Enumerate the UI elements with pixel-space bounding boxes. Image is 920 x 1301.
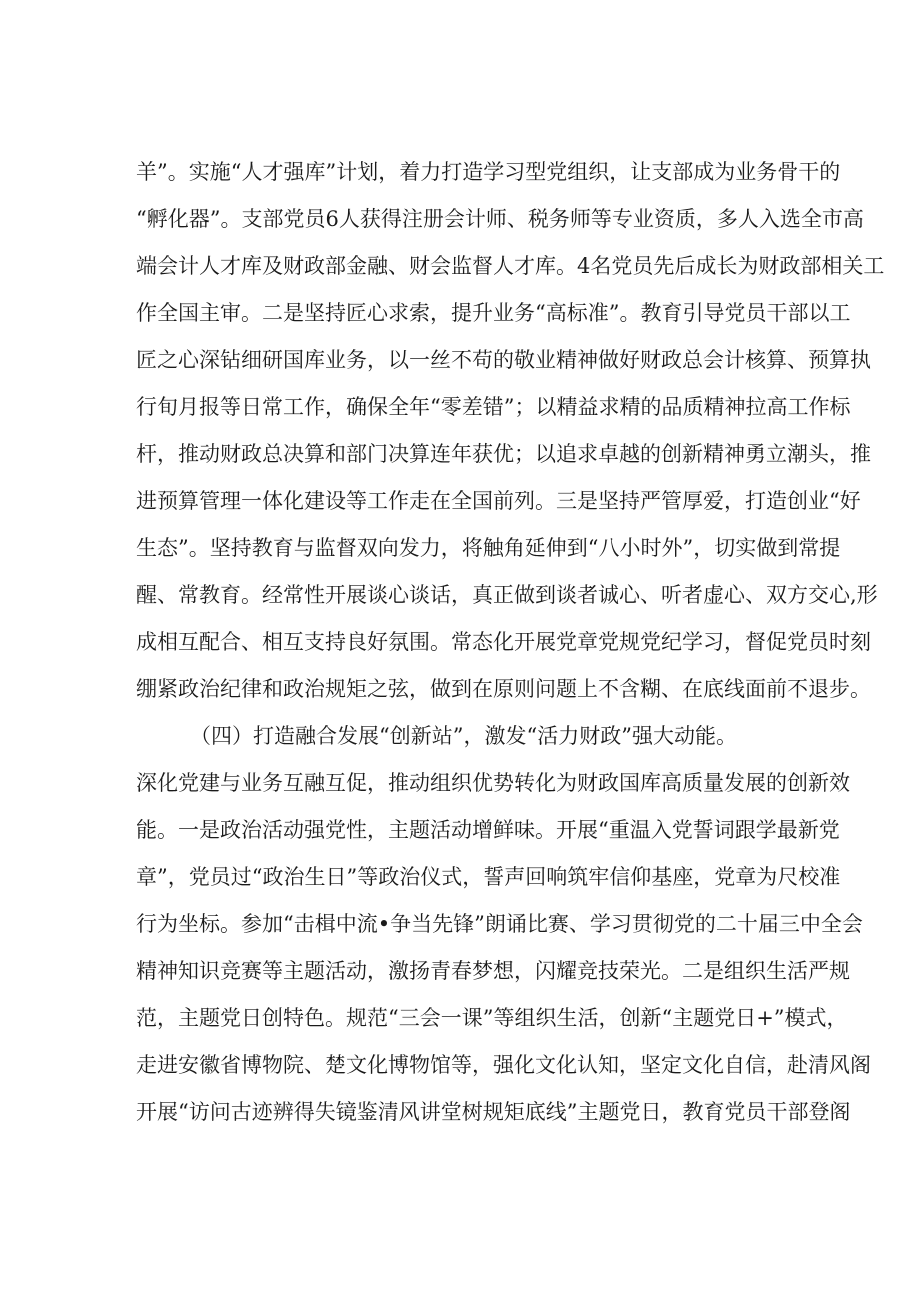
paragraph-1-line-11: 成相互配合、相互支持良好氛围。常态化开展党章党规党纪学习，督促党员时刻 [136,630,871,654]
paragraph-2-line-7: 走进安徽省博物院、楚文化博物馆等，强化文化认知，坚定文化自信，赴清风阁 [136,1053,871,1077]
paragraph-1-line-5: 匠之心深钻细研国库业务，以一丝不苟的敬业精神做好财政总会计核算、预算执 [136,348,871,372]
paragraph-1-line-7: 杆，推动财政总决算和部门决算连年获优；以追求卓越的创新精神勇立潮头，推 [136,442,871,466]
paragraph-1-line-12: 绷紧政治纪律和政治规矩之弦，做到在原则问题上不含糊、在底线面前不退步。 [136,677,871,701]
section-heading: （四）打造融合发展“创新站”，激发“活力财政”强大动能。 [190,724,737,748]
paragraph-1-line-2: “孵化器”。支部党员6人获得注册会计师、税务师等专业资质，多人入选全市高 [136,207,864,231]
paragraph-2-line-5: 精神知识竞赛等主题活动，激扬青春梦想，闪耀竞技荣光。二是组织生活严规 [136,959,850,983]
paragraph-1-line-1: 羊”。实施“人才强库”计划，着力打造学习型党组织，让支部成为业务骨干的 [136,160,841,184]
paragraph-2-line-4: 行为坐标。参加“击楫中流•争当先锋”朗诵比赛、学习贯彻党的二十届三中全会 [136,912,863,936]
paragraph-2-line-3: 章”，党员过“政治生日”等政治仪式，誓声回响筑牢信仰基座，党章为尺校准 [136,865,841,889]
paragraph-1-line-4: 作全国主审。二是坚持匠心求索，提升业务“高标准”。教育引导党员干部以工 [136,301,851,325]
paragraph-1-line-10: 醒、常教育。经常性开展谈心谈话，真正做到谈者诚心、听者虚心、双方交心,形 [136,583,878,607]
paragraph-1-line-6: 行旬月报等日常工作，确保全年“零差错”；以精益求精的品质精神拉高工作标 [136,395,851,419]
paragraph-2-line-6: 范，主题党日创特色。规范“三会一课”等组织生活，创新“主题党日+”模式， [136,1006,848,1030]
paragraph-1-line-8: 进预算管理一体化建设等工作走在全国前列。三是坚持严管厚爱，打造创业“好 [136,489,861,513]
paragraph-2-line-1: 深化党建与业务互融互促，推动组织优势转化为财政国库高质量发展的创新效 [136,771,850,795]
paragraph-2-line-8: 开展“访问古迹辨得失镜鉴清风讲堂树规矩底线”主题党日，教育党员干部登阁 [136,1100,851,1124]
paragraph-2-line-2: 能。一是政治活动强党性，主题活动增鲜味。开展“重温入党誓词跟学最新党 [136,818,840,842]
paragraph-1-line-9: 生态”。坚持教育与监督双向发力，将触角延伸到“八小时外”，切实做到常提 [136,536,841,560]
paragraph-1-line-3: 端会计人才库及财政部金融、财会监督人才库。4名党员先后成长为财政部相关工 [136,254,885,278]
